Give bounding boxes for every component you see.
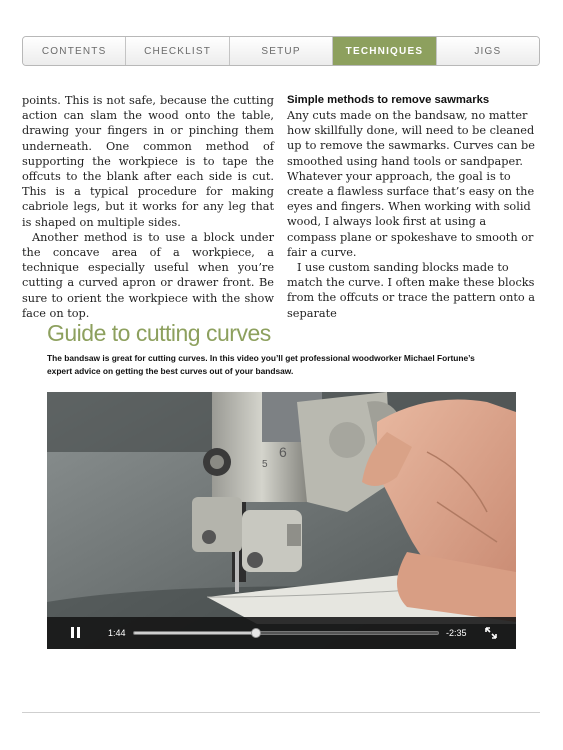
remaining-time: -2:35	[446, 628, 467, 638]
video-controls	[47, 617, 516, 649]
body-paragraph: Another method is to use a block under the concave area of a workpiece, a technique especially useful when you’re cutting a curved apron or drawer front. Be sure to orient the workpiece with the show face on top.	[22, 230, 274, 320]
video-player[interactable]	[47, 392, 516, 649]
article-column-right	[287, 93, 539, 321]
video-frame	[47, 392, 516, 649]
video-description: The bandsaw is great for cutting curves. In this video you’ll get professional woodworker Michael Fortune’s expert advice on getting the best curves out of your bandsaw.	[47, 353, 475, 376]
elapsed-time: 1:44	[108, 628, 126, 638]
fullscreen-icon[interactable]	[484, 626, 498, 640]
pause-icon[interactable]	[71, 627, 83, 639]
svg-text:5: 5	[262, 459, 268, 470]
tab-setup[interactable]: SETUP	[230, 37, 333, 65]
video-title: Guide to cutting curves	[47, 320, 271, 346]
tab-contents[interactable]: CONTENTS	[23, 37, 126, 65]
progress-fill	[134, 632, 256, 634]
page-divider	[22, 712, 540, 713]
tab-techniques[interactable]: TECHNIQUES	[333, 37, 436, 65]
section-nav	[22, 36, 540, 66]
progress-scrubber[interactable]	[133, 631, 439, 635]
article-column-left	[22, 93, 274, 321]
section-subheading: Simple methods to remove sawmarks	[287, 94, 490, 106]
body-paragraph: points. This is not safe, because the cutting action can slam the wood onto the table, drawing your fingers in or pinching them underneath. One common method of supporting the workpiece is to tape the offcuts to the blank after each side is cut. This is a typical procedure for making cabriole legs, but it works for any leg that is shaped on multiple sides.	[22, 94, 274, 229]
body-paragraph: Any cuts made on the bandsaw, no matter how skillfully done, will need to be cleaned up to remove the sawmarks. Curves can be smoothed using hand tools or sandpaper. Whatever your approach, the goal is to create a flawless surface that’s easy on the eyes and fingers. When working with solid wood, I always look first at using a compass plane or spokeshave to smooth or fair a curve.	[287, 109, 535, 259]
tab-checklist[interactable]: CHECKLIST	[126, 37, 229, 65]
tab-jigs[interactable]: JIGS	[437, 37, 539, 65]
body-paragraph: I use custom sanding blocks made to match the curve. I often make these blocks from the offcuts or trace the pattern onto a separate	[287, 261, 536, 320]
scrubber-handle[interactable]	[251, 628, 261, 638]
svg-text:6: 6	[279, 444, 287, 460]
